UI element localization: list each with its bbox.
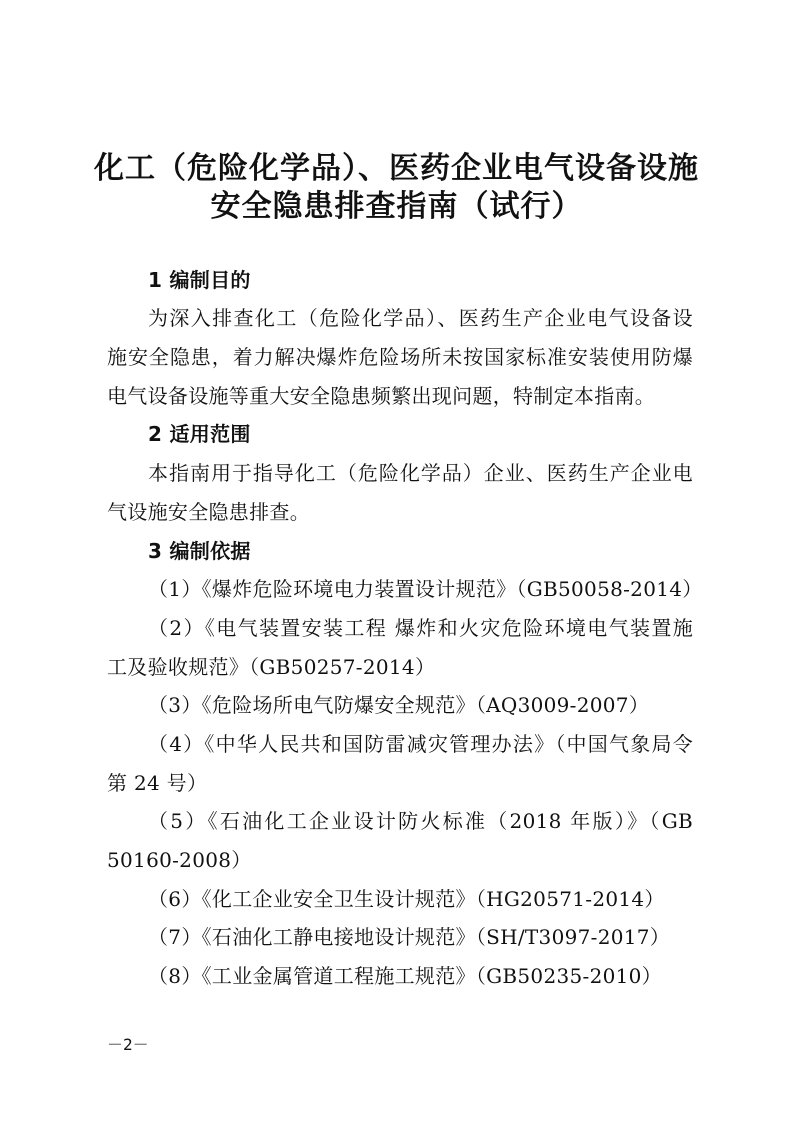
reference-item: （2）《电气装置安装工程 爆炸和火灾危险环境电气装置施	[148, 616, 693, 640]
page-number: －2－	[107, 1035, 149, 1054]
reference-item-continuation: 50160-2008）	[107, 848, 252, 872]
paragraph-line: 为深入排查化工（危险化学品）、医药生产企业电气设备设	[148, 306, 693, 330]
section-heading-scope: 2 适用范围	[148, 422, 251, 446]
reference-item: （4）《中华人民共和国防雷减灾管理办法》（中国气象局令	[148, 732, 693, 756]
reference-item-continuation: 工及验收规范》（GB50257-2014）	[107, 655, 436, 679]
reference-item: （7）《石油化工静电接地设计规范》（SH/T3097-2017）	[148, 925, 671, 949]
reference-item: （5）《石油化工企业设计防火标准（2018 年版）》（GB	[148, 809, 693, 833]
section-heading-purpose: 1 编制目的	[148, 268, 251, 292]
document-title-line-2: 安全隐患排查指南（试行）	[210, 189, 583, 224]
reference-item: （6）《化工企业安全卫生设计规范》（HG20571-2014）	[148, 887, 665, 911]
paragraph-line: 电气设备设施等重大安全隐患频繁出现问题，特制定本指南。	[107, 384, 656, 408]
section-heading-basis: 3 编制依据	[148, 539, 251, 563]
reference-item: （3）《危险场所电气防爆安全规范》（AQ3009-2007）	[148, 693, 650, 717]
reference-item: （1）《爆炸危险环境电力装置设计规范》（GB50058-2014）	[148, 577, 703, 601]
paragraph-line: 气设施安全隐患排查。	[107, 500, 310, 524]
reference-item: （8）《工业金属管道工程施工规范》（GB50235-2010）	[148, 964, 662, 988]
document-title-line-1: 化工（危险化学品）、医药企业电气设备设施	[94, 151, 699, 186]
reference-item-continuation: 第 24 号）	[107, 771, 208, 795]
paragraph-line: 本指南用于指导化工（危险化学品）企业、医药生产企业电	[148, 461, 693, 485]
paragraph-line: 施安全隐患，着力解决爆炸危险场所未按国家标准安装使用防爆	[107, 345, 693, 369]
